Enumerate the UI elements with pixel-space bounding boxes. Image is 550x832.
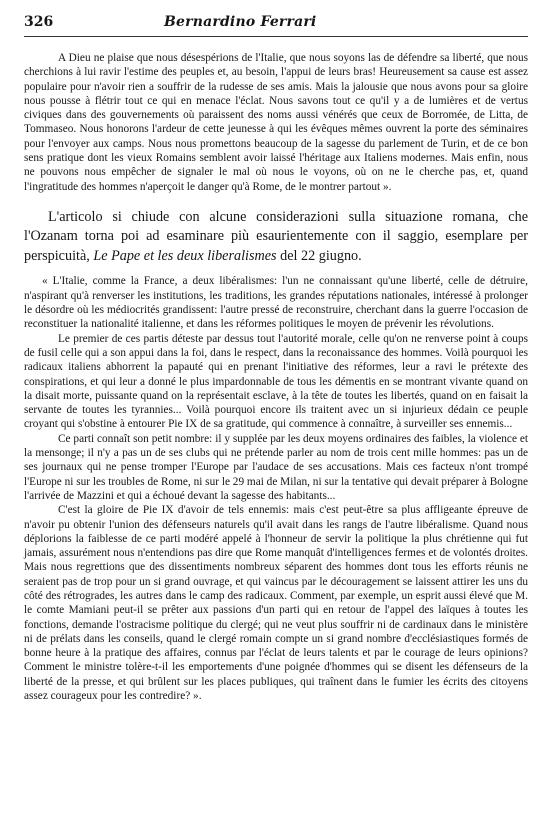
essay-title: Le Pape et les deux liberalismes (93, 247, 277, 264)
quote-paragraph-3: Ce parti connaît son petit nombre: il y supplée par les deux moyens ordinaires des faibles, la violence et la mensonge; il n'y a pas un de ses clubs qui ne prétende parler au nom de trois cent mille hommes: pas un de ses journaux qui ne pense tromper l'Europe par l'audace de ses accusations. Mais ces facteux n'ont trompé l'Europe ni sur les troubles de Rome, ni sur le 29 mai de Milan, ni sur la tentative qui devait préparer à Bologne l'arrivée de Mazzini et qui a échoué devant la sagesse des habitants... (24, 432, 528, 502)
second-quote-block (24, 274, 528, 703)
page-number: 326 (24, 14, 54, 30)
running-title: Bernardino Ferrari (164, 14, 317, 30)
quote-paragraph-1: « L'Italie, comme la France, a deux libéralismes: l'un ne connaissant qu'une liberté, celle de détruire, n'aspirant qu'à renverser les institutions, les traditions, les grandes réputations nationales, intéressé à prolonger le désordre où les médiocrités grandissent: l'autre pressé de reconstruire, cherchant dans la guerre l'occasion de reconstituer la nationalité italienne, et dans les réformes politiques le moyen de prévenir les révolutions. (24, 275, 528, 331)
commentary-text-before: L'articolo si chiude con alcune considerazioni sulla situazione romana, che l'Ozanam torna poi ad esaminare più esaurientemente con il saggio, esemplare per perspicuità, (24, 208, 528, 264)
commentary-paragraph (24, 208, 528, 267)
french-quote-paragraph: A Dieu ne plaise que nous désespérions de l'Italie, que nous soyons las de défendre sa liberté, que nous cherchions à lui ravir l'estime des peuples et, au besoin, l'appui de leurs bras! Heureusement sa cause est assez populaire pour n'avoir rien a souffrir de la rudesse de ses amis. Mais la jalousie que nous avons pour sa gloire nous pousse à flétrir tout ce qui en menace l'éclat. Nous savons tout ce qu'il y a de lumières et de vertus civiques dans des gouvernements où paraissent des noms aussi vénérés que ceux de Borromée, de Litta, de Tommaseo. Nous honorons l'ardeur de cette jeunesse à qui les évêques mêmes ouvrent la porte des séminaires pour l'envoyer aux camps. Nous nous promettons beaucoup de la sagesse du parlement de Turin, et de ce bon sens pratique dont les vieux Romains semblent avoir laissé l'héritage aux Italiens modernes. Mais enfin, nous ne pouvons nous empêcher de signaler le mal où nous le voyons, où on ne le cherche pas, et, quand l'ingratitude des hommes n'aperçoit le danger qu'à Rome, de le montrer partout ». (24, 52, 528, 193)
page-header (24, 14, 528, 37)
quote-paragraph-4: C'est la gloire de Pie IX d'avoir de tels ennemis: mais c'est peut-être sa plus affligeante épreuve de n'avoir pu obtenir l'union des défenseurs naturels qu'il avait dans les rangs de l'autre libéralisme. Quand nous déplorions la faiblesse de ce parti modéré appelé à l'honneur de servir la politique la plus chrétienne qui fut jamais, assurément nous n'entendions pas dire que Rome manquât d'intelligences fermes et de volontés droites. Mais nous regrettions que des dissentiments nombreux séparent des hommes dont tous les efforts réunis ne seraient pas de trop pour un si grand ouvrage, et qui vaincus par le découragement se laissent attirer les uns du côté des rétrogrades, les autres dans le camp des radicaux. Comment, par exemple, un esprit aussi élevé que M. le comte Mamiani peut-il se prêter aux passions d'un parti qui en retour de l'appel des laïques à toutes les fonctions, demande l'ostracisme politique du clergé; qui ne veut plus souffrir ni de cardinaux dans le ministère ni de prélats dans les conseils, quand le clergé romain compte un si grand nombre d'ecclésiastiques formés de bonne heure à la pratique des affaires, connus par l'éclat de leurs talents et par le courage de leurs opinions? Comment le ministre tolère-t-il les emportements d'une poignée d'hommes qui se disent les défenseurs de la liberté de la presse, et qui brûlent sur les places publiques, qui traînent dans le fumier les écrits des citoyens assez courageux pour les contredire? ». (24, 504, 528, 703)
commentary-text-after: del 22 giugno. (280, 247, 362, 264)
quote-paragraph-2: Le premier de ces partis déteste par dessus tout l'autorité morale, celle qu'on ne renverse point à coups de fusil celle qui a son appui dans la foi, dans le respect, dans la reconaissance des hommes. Voilà pourquoi les radicaux italiens abhorrent la papauté qui en prenant l'initiative des réformes, leur a ravi le prétexte des conspirations, et qui leur a donné le plus impardonnable de tous les démentis en se montrant vivante quand on la disait morte, puissante quand on la représentait esclave, à la tête de toutes les libertés, quand on en faisait la servante de toutes les tyrannies... Voilà pourquoi encore ils traitent avec un si injurieux dédain ce peuple croyant qui s'obstine à entourer Pie IX de sa gratitude, qui commence à connaître, à surveiller ses ennemis... (24, 332, 528, 431)
